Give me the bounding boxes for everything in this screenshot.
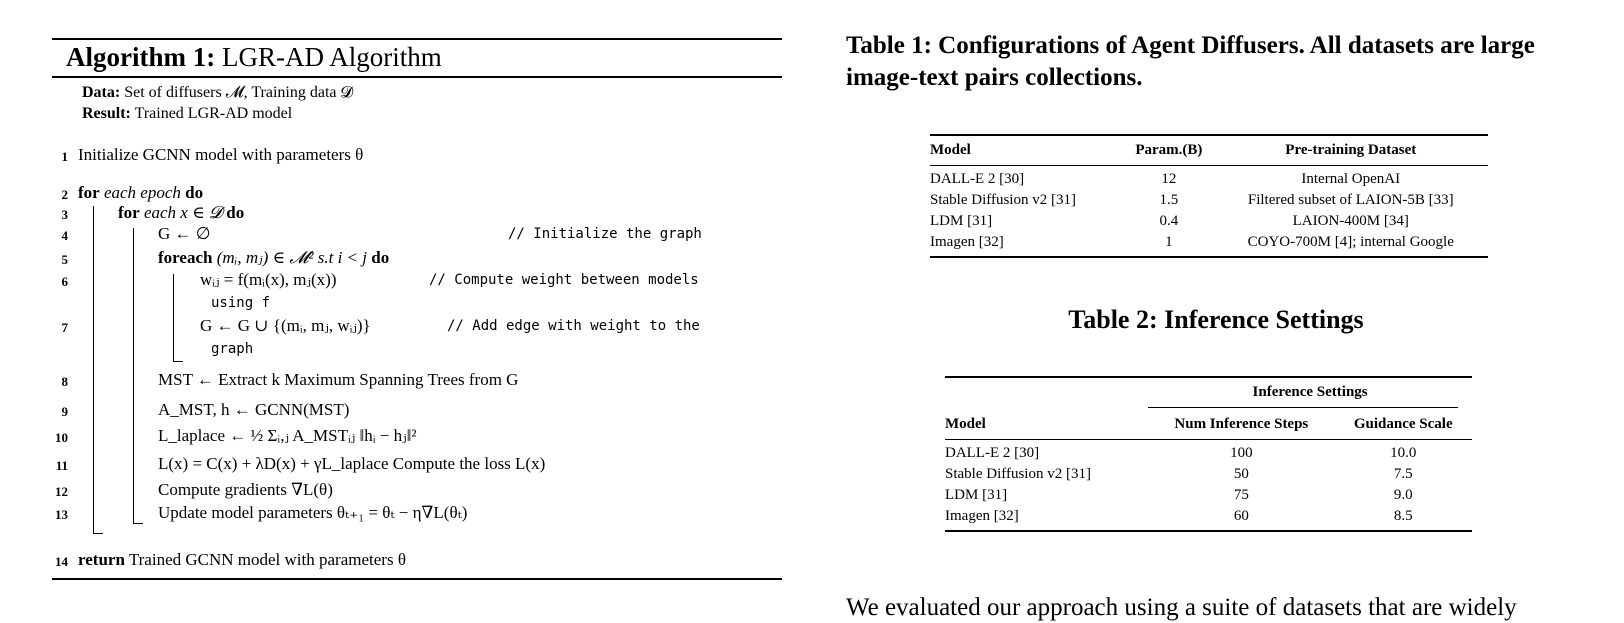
line-number: 3 (61, 207, 68, 222)
algorithm-data: Data: Set of diffusers 𝓜, Training data 𝓓 (82, 84, 353, 101)
line-number: 6 (61, 274, 68, 289)
table-row: Stable Diffusion v2 [31] 50 7.5 (945, 466, 1413, 482)
table2-group-header: Inference Settings (1148, 377, 1472, 410)
line-4-comment: // Initialize the graph (508, 226, 702, 242)
nesting-bar (93, 206, 94, 534)
bottom-rule (52, 578, 782, 580)
table-row: Imagen [32] 1 COYO-700M [4]; internal Google (930, 234, 1454, 250)
line-10: L_laplace ← ½ Σᵢ,ⱼ A_MSTᵢⱼ ‖hᵢ − hⱼ‖² (158, 426, 417, 445)
line-number: 1 (61, 149, 68, 164)
line-6-comment: // Compute weight between models (429, 272, 699, 288)
line-number: 5 (61, 252, 68, 267)
line-6: wᵢⱼ = f(mᵢ(x), mⱼ(x)) (200, 270, 337, 289)
nesting-bar-end (133, 523, 143, 524)
table2-header: Guidance Scale (1353, 416, 1453, 432)
table1 (930, 134, 1488, 258)
line-3: for each x ∈ 𝓓 do (118, 203, 245, 222)
line-11: L(x) = C(x) + λD(x) + γL_laplace Compute the loss L(x) (158, 454, 546, 473)
line-number: 9 (61, 404, 68, 419)
top-rule (52, 38, 782, 40)
table2-header: Num Inference Steps (1174, 416, 1309, 432)
line-number: 7 (61, 320, 68, 335)
table-row: Imagen [32] 60 8.5 (945, 508, 1413, 524)
algorithm-label: Algorithm 1: (66, 42, 216, 72)
line-9: A_MST, h ← GCNN(MST) (158, 400, 350, 419)
line-2: for each epoch do (78, 183, 204, 202)
line-12: Compute gradients ∇L(θ) (158, 480, 333, 499)
line-14: return Trained GCNN model with parameters θ (78, 550, 406, 569)
algorithm-result: Result: Trained LGR-AD model (82, 105, 293, 122)
nesting-bar (133, 228, 134, 524)
line-8: MST ← Extract k Maximum Spanning Trees from G (158, 370, 519, 389)
table-row: DALL-E 2 [30] 100 10.0 (945, 445, 1417, 461)
line-7-comment: // Add edge with weight to the (447, 318, 700, 334)
line-number: 14 (55, 554, 68, 569)
line-4: G ← ∅ (158, 224, 211, 243)
table-row: DALL-E 2 [30] 12 Internal OpenAI (930, 171, 1401, 187)
table1-caption: Table 1: Configurations of Agent Diffusers. All datasets are large image-text pairs collections. (846, 32, 1535, 91)
nesting-bar-end (93, 533, 103, 534)
line-number: 8 (61, 374, 68, 389)
table-row: LDM [31] 0.4 LAION-400M [34] (930, 213, 1409, 229)
table-row: Stable Diffusion v2 [31] 1.5 Filtered subset of LAION-5B [33] (930, 192, 1454, 208)
line-7-comment-cont: graph (211, 341, 254, 357)
line-number: 13 (55, 507, 68, 522)
table1-header: Param.(B) (1135, 142, 1203, 158)
table-row: LDM [31] 75 9.0 (945, 487, 1413, 503)
line-number: 12 (55, 484, 68, 499)
table2 (945, 376, 1472, 532)
table2-header: Model (945, 416, 986, 432)
line-number: 10 (55, 430, 68, 445)
line-13: Update model parameters θₜ₊₁ = θₜ − η∇L(θₜ) (158, 503, 468, 522)
body-paragraph: We evaluated our approach using a suite of datasets that are widely (846, 594, 1517, 621)
line-5: foreach (mᵢ, mⱼ) ∈ 𝓜² s.t i < j do (158, 248, 390, 267)
algorithm-title (66, 42, 442, 73)
line-7: G ← G ∪ {(mᵢ, mⱼ, wᵢⱼ)} (200, 316, 371, 335)
nesting-bar-end (173, 361, 183, 362)
algorithm-box (52, 38, 782, 608)
line-1: Initialize GCNN model with parameters θ (78, 145, 364, 164)
title-rule (52, 76, 782, 78)
line-number: 2 (61, 187, 68, 202)
table2-caption: Table 2: Inference Settings (1068, 305, 1364, 334)
nesting-bar (173, 274, 174, 362)
line-number: 11 (55, 458, 68, 473)
table1-header: Model (930, 142, 971, 158)
table1-header: Pre-training Dataset (1285, 142, 1417, 158)
line-number: 4 (61, 228, 68, 243)
line-6-comment-cont: using f (211, 295, 271, 311)
algorithm-name: LGR-AD Algorithm (221, 42, 442, 72)
